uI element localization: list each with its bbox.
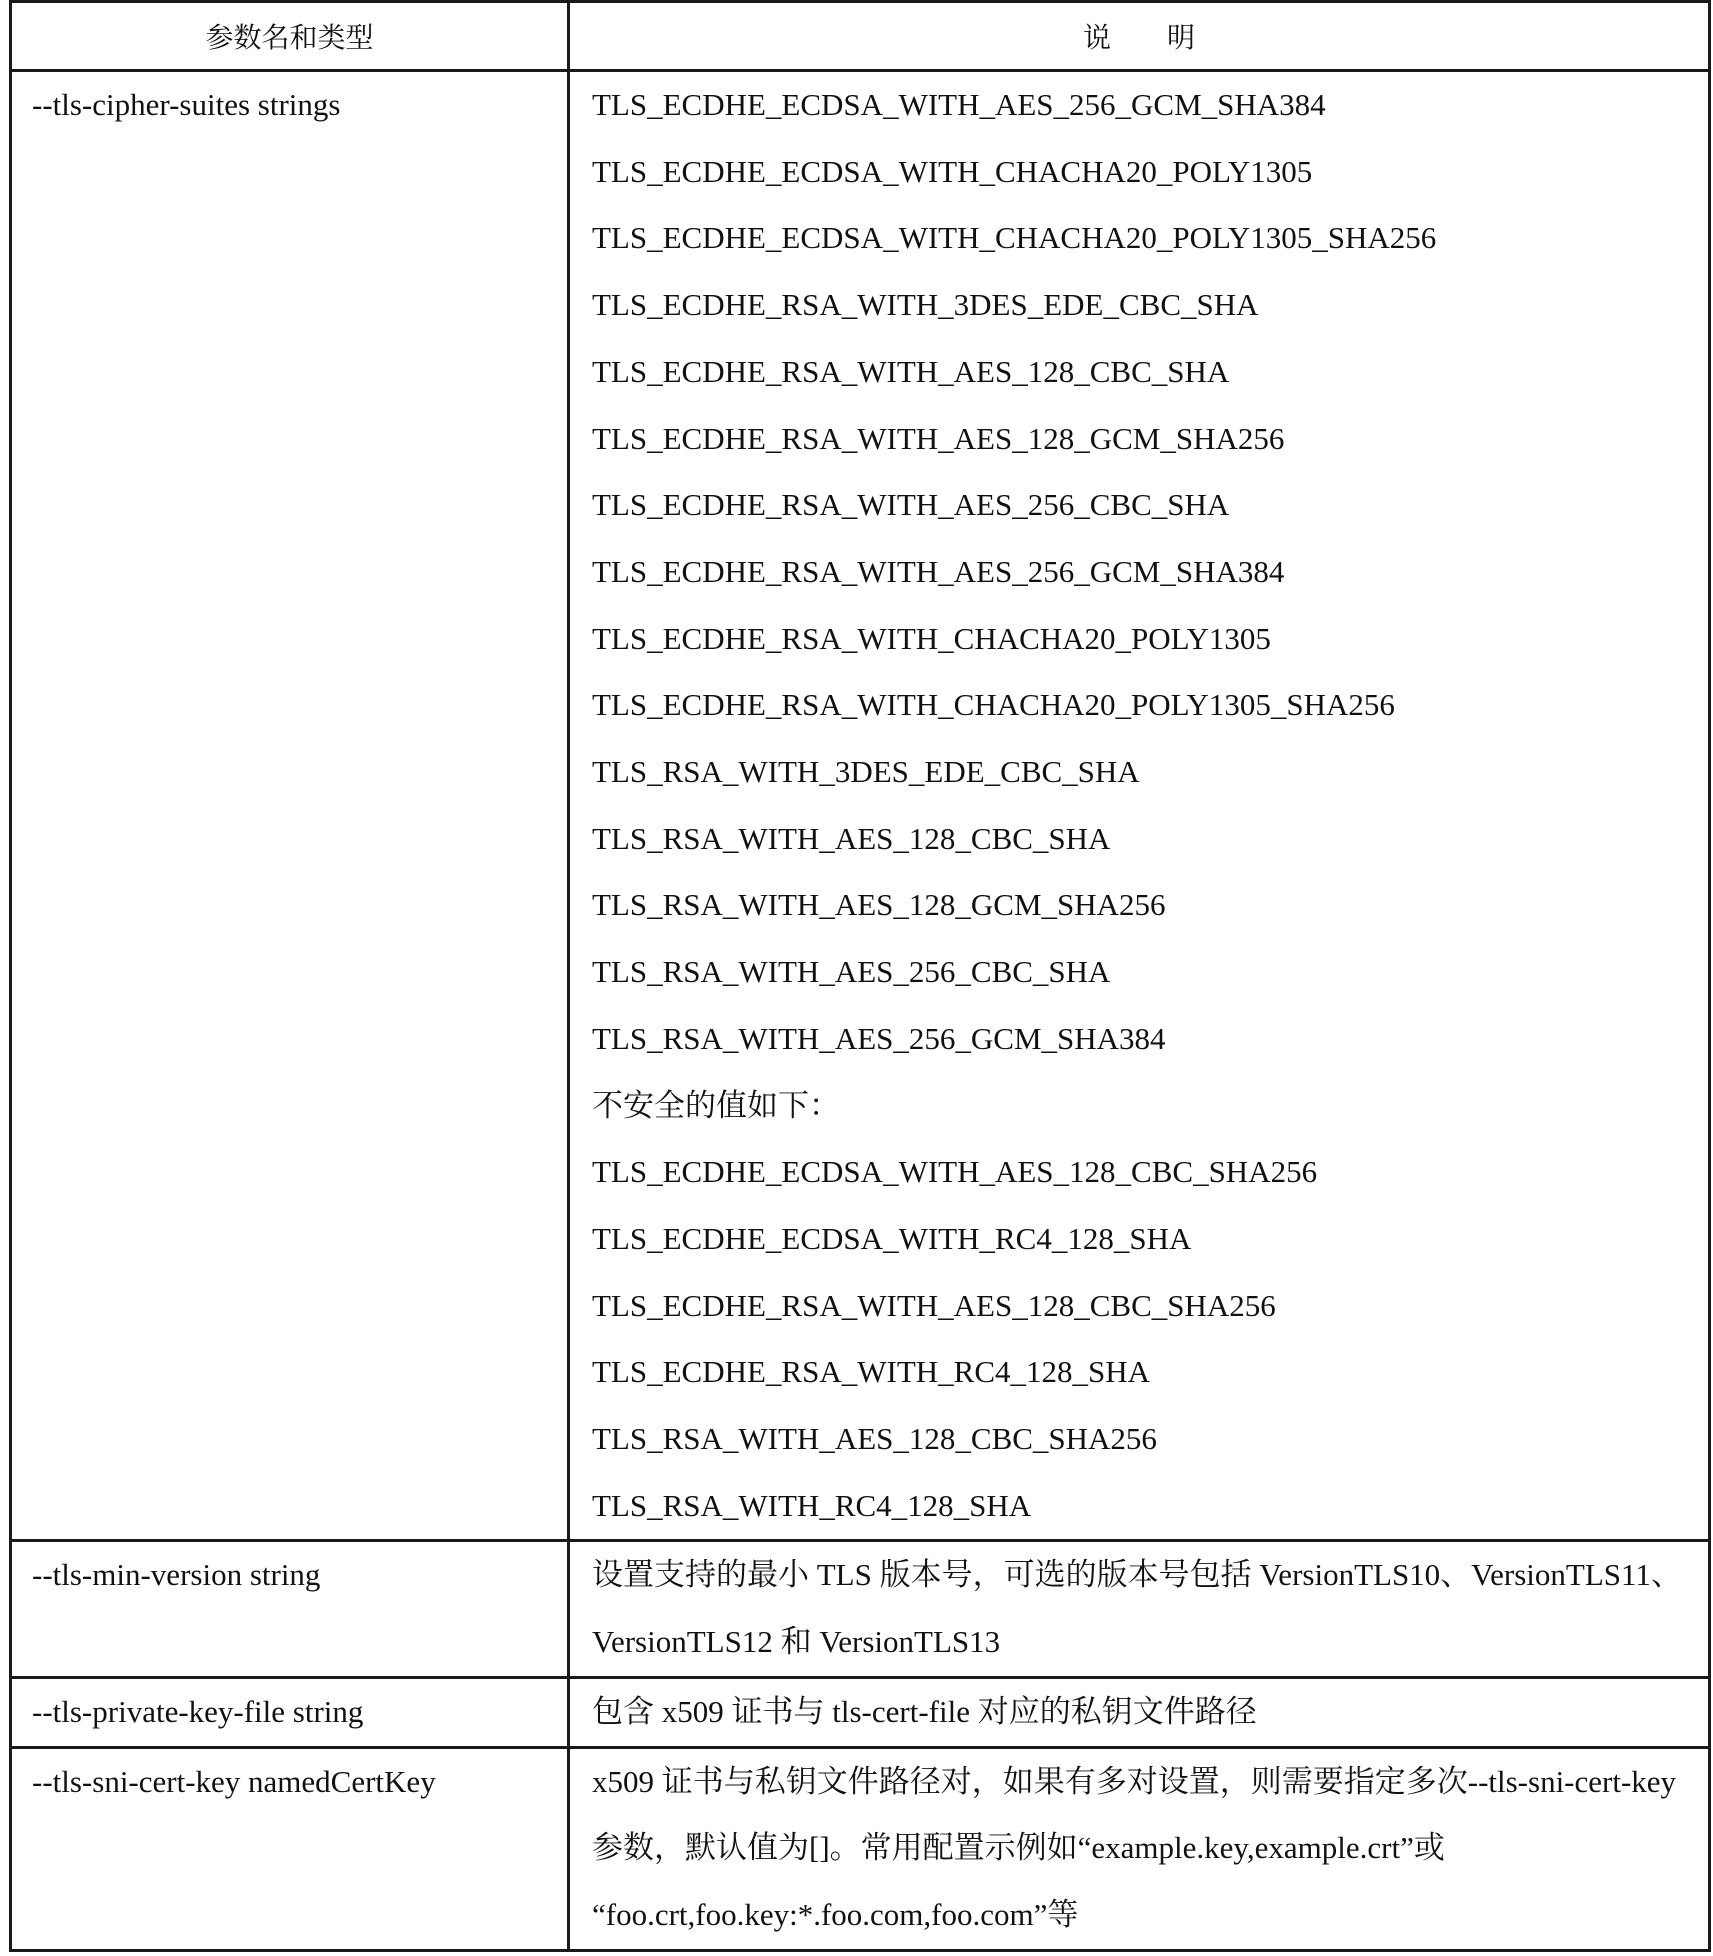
param-description-cell: [569, 1541, 1710, 1677]
param-description-cell: [569, 1747, 1710, 1950]
description-line: TLS_ECDHE_ECDSA_WITH_RC4_128_SHA: [592, 1220, 1192, 1256]
param-name: --tls-private-key-file string: [32, 1693, 364, 1729]
header-name: 参数名和类型: [11, 2, 569, 71]
param-description-cell: [569, 1677, 1710, 1747]
description-line: TLS_RSA_WITH_RC4_128_SHA: [592, 1487, 1032, 1523]
param-name: --tls-cipher-suites strings: [32, 87, 341, 122]
param-description-cell: [569, 71, 1710, 1541]
description-line: 参数，默认值为[]。常用配置示例如“example.key,example.crt”或: [592, 1830, 1445, 1866]
description-line: TLS_ECDHE_RSA_WITH_AES_128_CBC_SHA256: [592, 1287, 1276, 1323]
description-line: x509 证书与私钥文件路径对，如果有多对设置，则需要指定多次--tls-sni-cert-key: [592, 1763, 1677, 1799]
param-description: [570, 1679, 1708, 1746]
param-name: --tls-sni-cert-key namedCertKey: [32, 1763, 436, 1799]
description-line: TLS_RSA_WITH_3DES_EDE_CBC_SHA: [592, 754, 1140, 790]
param-description: [570, 72, 1708, 1539]
header-description: 说 明: [569, 2, 1710, 71]
description-line: “foo.crt,foo.key:*.foo.com,foo.com”等: [592, 1896, 1079, 1932]
description-line: TLS_RSA_WITH_AES_128_CBC_SHA: [592, 820, 1111, 856]
description-line: TLS_ECDHE_ECDSA_WITH_AES_256_GCM_SHA384: [592, 87, 1326, 122]
parameter-table: [9, 0, 1711, 1952]
description-line: TLS_ECDHE_ECDSA_WITH_CHACHA20_POLY1305_SHA256: [592, 220, 1437, 256]
header-row: [11, 2, 1710, 71]
description-line: TLS_RSA_WITH_AES_128_GCM_SHA256: [592, 887, 1166, 923]
param-name-cell: [11, 1747, 569, 1950]
description-line: TLS_RSA_WITH_AES_128_CBC_SHA256: [592, 1421, 1157, 1457]
table-row: [11, 1541, 1710, 1677]
table-row: [11, 1747, 1710, 1950]
param-name-cell: [11, 1677, 569, 1747]
insecure-values-heading: 不安全的值如下：: [592, 1087, 840, 1123]
description-line: TLS_ECDHE_RSA_WITH_RC4_128_SHA: [592, 1354, 1151, 1390]
param-name: --tls-min-version string: [32, 1557, 321, 1593]
description-line: TLS_ECDHE_RSA_WITH_AES_128_GCM_SHA256: [592, 420, 1285, 456]
description-line: TLS_ECDHE_RSA_WITH_AES_256_CBC_SHA: [592, 487, 1230, 523]
description-line: TLS_ECDHE_RSA_WITH_AES_256_GCM_SHA384: [592, 553, 1285, 589]
table-row: [11, 71, 1710, 1541]
description-line: TLS_ECDHE_ECDSA_WITH_CHACHA20_POLY1305: [592, 153, 1313, 189]
description-line: VersionTLS12 和 VersionTLS13: [592, 1624, 1001, 1660]
description-line: TLS_ECDHE_RSA_WITH_3DES_EDE_CBC_SHA: [592, 287, 1259, 323]
param-description: [570, 1749, 1708, 1949]
description-line: 包含 x509 证书与 tls-cert-file 对应的私钥文件路径: [592, 1693, 1257, 1729]
param-name-cell: [11, 71, 569, 1541]
description-line: TLS_ECDHE_RSA_WITH_CHACHA20_POLY1305: [592, 620, 1271, 656]
description-line: 设置支持的最小 TLS 版本号，可选的版本号包括 VersionTLS10、VersionTLS11、: [592, 1557, 1682, 1593]
table-row: [11, 1677, 1710, 1747]
description-line: TLS_RSA_WITH_AES_256_CBC_SHA: [592, 954, 1111, 990]
description-line: TLS_ECDHE_RSA_WITH_AES_128_CBC_SHA: [592, 353, 1230, 389]
param-description: [570, 1542, 1708, 1675]
description-line: TLS_ECDHE_RSA_WITH_CHACHA20_POLY1305_SHA256: [592, 687, 1395, 723]
description-line: TLS_RSA_WITH_AES_256_GCM_SHA384: [592, 1020, 1166, 1056]
description-line: TLS_ECDHE_ECDSA_WITH_AES_128_CBC_SHA256: [592, 1154, 1318, 1190]
param-name-cell: [11, 1541, 569, 1677]
